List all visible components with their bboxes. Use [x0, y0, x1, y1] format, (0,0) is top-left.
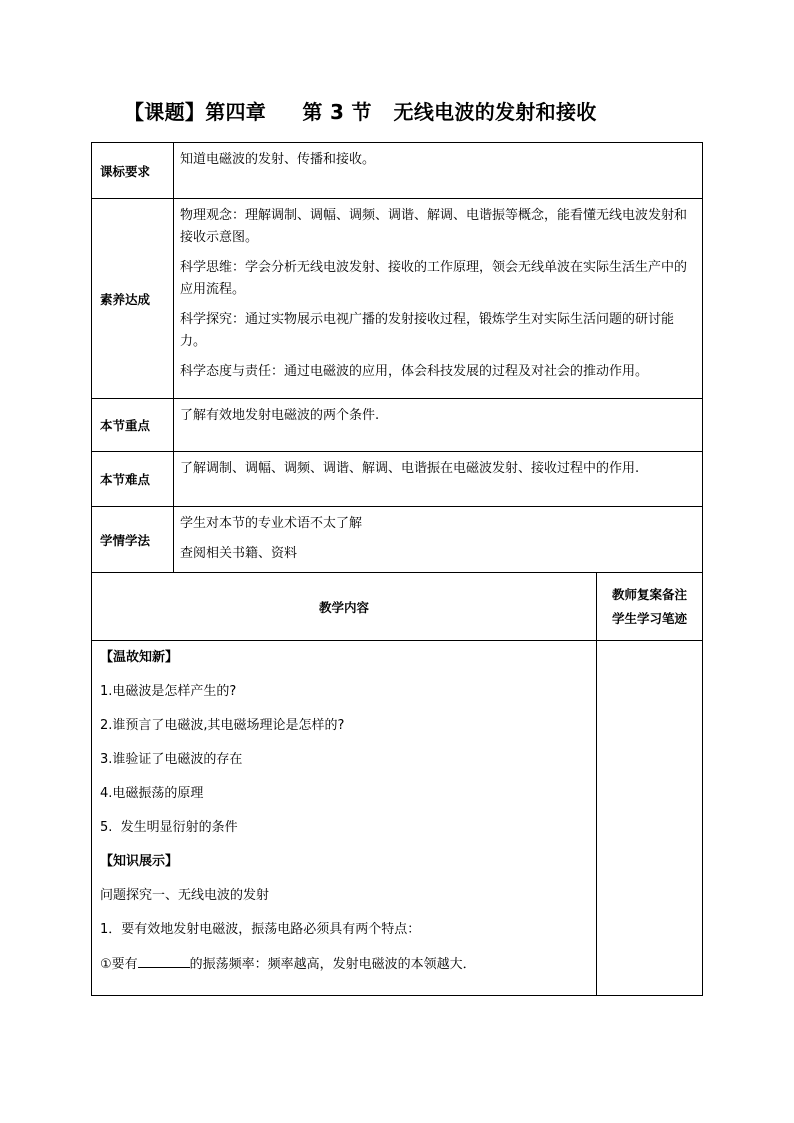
literacy-paragraph: 科学探究：通过实物展示电视广播的发射接收过程，锻炼学生对实际生活问题的研讨能力。 — [180, 312, 675, 349]
student-notes-label: 学生学习笔迹 — [612, 610, 688, 626]
label-key-point: 本节重点 — [92, 399, 174, 452]
teaching-content-body — [92, 641, 597, 996]
label-difficulty: 本节难点 — [92, 452, 174, 507]
point-1a — [100, 953, 586, 987]
review-item: 2.谁预言了电磁波,其电磁场理论是怎样的? — [100, 718, 345, 733]
row-literacy — [92, 199, 703, 399]
row-learning — [92, 507, 703, 573]
row-difficulty — [92, 452, 703, 507]
literacy-paragraph: 科学思维：学会分析无线电波发射、接收的工作原理，领会无线单波在实际生活生产中的应用流程。 — [180, 260, 688, 297]
notes-column — [597, 641, 703, 996]
content-difficulty: 了解调制、调幅、调频、调谐、解调、电谐振在电磁波发射、接收过程中的作用. — [174, 452, 703, 507]
point-1a-prefix: ①要有 — [100, 957, 138, 972]
row-main-body — [92, 641, 703, 996]
learning-paragraph: 查阅相关书籍、资料 — [180, 546, 298, 561]
review-item: 5. 发生明显衍射的条件 — [100, 820, 238, 835]
show-heading: 【知识展示】 — [100, 854, 179, 869]
literacy-paragraph: 物理观念：理解调制、调幅、调频、调谐、解调、电谐振等概念，能看懂无线电波发射和接收示意图。 — [180, 208, 688, 245]
lesson-plan-table — [91, 142, 703, 996]
label-literacy: 素养达成 — [92, 199, 174, 399]
point-1a-suffix: 的振荡频率：频率越高，发射电磁波的本领越大． — [189, 957, 476, 972]
row-key-point — [92, 399, 703, 452]
content-curriculum: 知道电磁波的发射、传播和接收。 — [174, 143, 703, 199]
label-learning: 学情学法 — [92, 507, 174, 573]
page-title: 【课题】第四章 第 3 节 无线电波的发射和接收 — [124, 100, 597, 124]
point-1: 1．要有效地发射电磁波，振荡电路必须具有两个特点： — [100, 922, 421, 937]
review-item: 1.电磁波是怎样产生的? — [100, 684, 237, 699]
fill-blank — [138, 953, 190, 968]
learning-paragraph: 学生对本节的专业术语不太了解 — [180, 516, 363, 531]
notes-header — [597, 573, 703, 641]
review-item: 3.谁验证了电磁波的存在 — [100, 752, 243, 767]
inquiry-title: 问题探究一、无线电波的发射 — [100, 888, 270, 903]
row-content-header — [92, 573, 703, 641]
label-curriculum: 课标要求 — [92, 143, 174, 199]
content-key-point: 了解有效地发射电磁波的两个条件. — [174, 399, 703, 452]
review-heading: 【温故知新】 — [100, 650, 179, 665]
content-learning — [174, 507, 703, 573]
teacher-notes-label: 教师复案备注 — [612, 586, 688, 602]
row-curriculum — [92, 143, 703, 199]
review-item: 4.电磁振荡的原理 — [100, 786, 204, 801]
literacy-paragraph: 科学态度与责任：通过电磁波的应用，体会科技发展的过程及对社会的推动作用。 — [180, 364, 649, 379]
teaching-content-header: 教学内容 — [92, 573, 597, 641]
content-literacy — [174, 199, 703, 399]
